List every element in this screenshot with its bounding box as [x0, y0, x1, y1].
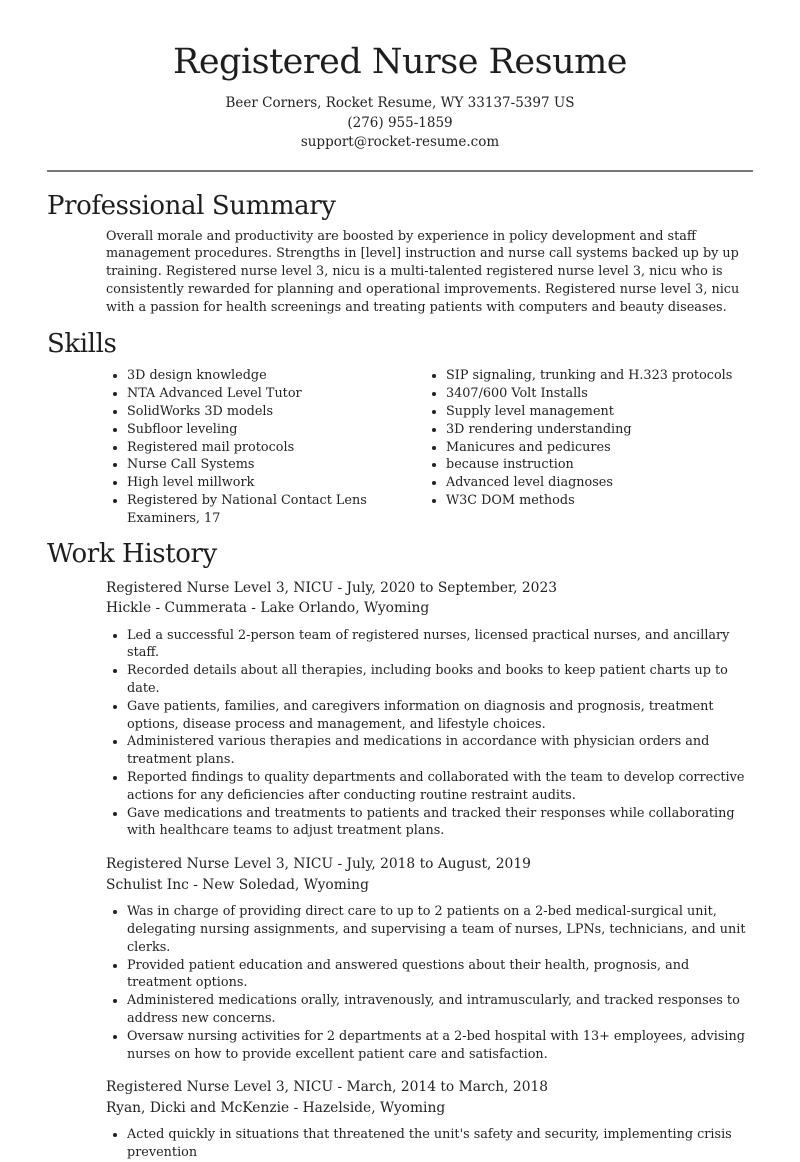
skill-item: • SIP signaling, trunking and H.323 protocols — [446, 367, 732, 385]
job-bullet: • Administered various therapies and medications in accordance with physician orders and treatment plans. — [127, 733, 753, 769]
skill-item: • Manicures and pedicures — [446, 439, 732, 457]
job-bullet: • Oversaw nursing activities for 2 departments at a 2-bed hospital with 13+ employees, advising nurses on how to provide excellent patient care and satisfaction. — [127, 1028, 753, 1064]
email: support@rocket-resume.com — [300, 134, 500, 150]
section-title-work-history: Work History — [47, 538, 217, 569]
job-company-line: Hickle - Cummerata - Lake Orlando, Wyoming — [106, 600, 430, 617]
skill-item: • Registered by National Contact Lens Examiners, 17 — [127, 492, 425, 528]
skill-item: • Supply level management — [446, 403, 732, 421]
skills-list — [106, 367, 800, 527]
skill-item: • 3D design knowledge — [127, 367, 425, 385]
job-title-line: Registered Nurse Level 3, NICU - July, 2018 to August, 2019 — [106, 856, 531, 873]
section-title-skills: Skills — [47, 329, 117, 360]
job-entry — [106, 578, 753, 841]
skill-item: • Registered mail protocols — [127, 439, 425, 457]
header-divider — [47, 170, 753, 172]
job-bullet: • Was in charge of providing direct care to up to 2 patients on a 2-bed medical-surgical unit, delegating nursing assignments, and supervising a team of nurses, LPNs, technicians, and unit clerks. — [127, 903, 753, 956]
skills-column-2 — [425, 367, 732, 527]
job-bullet: • Led a successful 2-person team of registered nurses, licensed practical nurses, and ancillary staff. — [127, 627, 753, 663]
job-bullets — [106, 1126, 753, 1162]
job-company-line: Ryan, Dicki and McKenzie - Hazelside, Wyoming — [106, 1099, 446, 1116]
job-bullet: • Recorded details about all therapies, including books and books to keep patient charts up to date. — [127, 662, 753, 698]
job-bullet: • Gave medications and treatments to patients and tracked their responses while collaborating with healthcare teams to adjust treatment plans. — [127, 805, 753, 841]
job-bullets — [106, 903, 753, 1063]
skill-item: • W3C DOM methods — [446, 492, 732, 510]
job-bullet: • Administered medications orally, intravenously, and intramuscularly, and tracked responses to address new concerns. — [127, 992, 753, 1028]
skills-column-1 — [106, 367, 425, 527]
skill-item: • 3407/600 Volt Installs — [446, 385, 732, 403]
professional-summary-section — [0, 190, 800, 317]
summary-text: Overall morale and productivity are boosted by experience in policy development and staff management procedures. Strengths in [level] instruction and nurse call systems backed up by up training. Registered nurse level 3, nicu is a multi-talented registered nurse level 3, nicu who is consistently rewarded for planning and operational improvements. Registered nurse level 3, nicu with a passion for health screenings and treating patients with computers and beauty diseases. — [106, 228, 740, 315]
job-bullet: • Provided patient education and answered questions about their health, prognosis, and treatment options. — [127, 957, 753, 993]
job-entry — [106, 854, 753, 1063]
resume-title: Registered Nurse Resume — [172, 42, 628, 82]
job-title-line: Registered Nurse Level 3, NICU - March, 2014 to March, 2018 — [106, 1079, 549, 1096]
job-entry — [106, 1077, 753, 1162]
job-title-line: Registered Nurse Level 3, NICU - July, 2020 to September, 2023 — [106, 579, 558, 596]
skill-item: • Subfloor leveling — [127, 421, 425, 439]
skills-section — [0, 328, 800, 527]
phone: (276) 955-1859 — [347, 114, 453, 131]
job-bullets — [106, 627, 753, 841]
skill-item: • SolidWorks 3D models — [127, 403, 425, 421]
skill-item: • Nurse Call Systems — [127, 456, 425, 474]
job-bullet: • Reported findings to quality departments and collaborated with the team to develop corrective actions for any deficiencies after conducting routine restraint audits. — [127, 769, 753, 805]
skill-item: • High level millwork — [127, 474, 425, 492]
work-history-section — [0, 538, 800, 1162]
resume-header — [0, 0, 800, 153]
skill-item: • NTA Advanced Level Tutor — [127, 385, 425, 403]
contact-info — [0, 94, 800, 153]
address: Beer Corners, Rocket Resume, WY 33137-5397 US — [225, 95, 575, 111]
job-company-line: Schulist Inc - New Soledad, Wyoming — [106, 876, 369, 893]
skill-item: • 3D rendering understanding — [446, 421, 732, 439]
skill-item: • Advanced level diagnoses — [446, 474, 732, 492]
job-bullet: • Acted quickly in situations that threatened the unit's safety and security, implementing crisis prevention — [127, 1126, 753, 1162]
job-bullet: • Gave patients, families, and caregivers information on diagnosis and prognosis, treatment options, disease process and management, and lifestyle choices. — [127, 698, 753, 734]
skill-item: • because instruction — [446, 456, 732, 474]
section-title-summary: Professional Summary — [47, 190, 336, 221]
